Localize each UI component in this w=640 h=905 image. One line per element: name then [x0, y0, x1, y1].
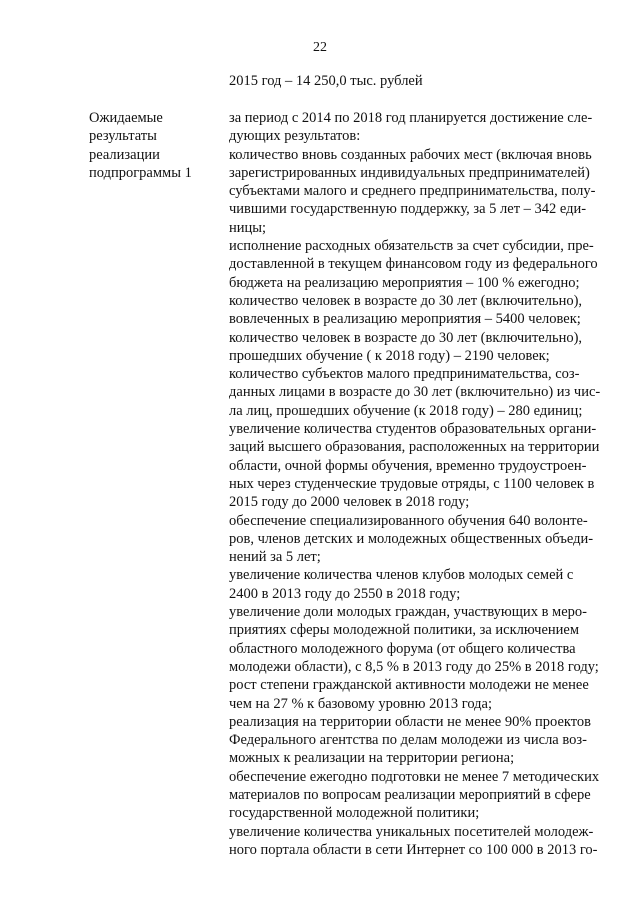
text-line: исполнение расходных обязательств за счет субсидии, пре-	[229, 238, 594, 255]
text-line: приятиях сферы молодежной политики, за исключением	[229, 622, 580, 639]
text-line: количество вновь созданных рабочих мест (включая вновь	[229, 146, 592, 163]
text-line: ла лиц, прошедших обучение (к 2018 году) – 280 единиц;	[229, 402, 583, 419]
text-line: прошедших обучение ( к 2018 году) – 2190 человек;	[229, 347, 550, 364]
text-line: количество человек в возрасте до 30 лет (включительно),	[229, 329, 583, 346]
text-line: рост степени гражданской активности молодежи не менее	[229, 677, 589, 694]
text-line: бюджета на реализацию мероприятия – 100 % ежегодно;	[229, 274, 580, 291]
text-line: ного портала области в сети Интернет со 100 000 в 2013 го-	[229, 841, 598, 858]
text-line: материалов по вопросам реализации мероприятий в сфере	[229, 786, 591, 803]
section-label-line: подпрограммы 1	[89, 164, 192, 181]
text-line: 2400 в 2013 году до 2550 в 2018 году;	[229, 585, 461, 602]
section-label-line: Ожидаемые	[89, 110, 163, 126]
text-line: нений за 5 лет;	[229, 549, 321, 566]
funding-line: 2015 год – 14 250,0 тыс. рублей	[229, 73, 423, 89]
text-line: областного молодежного форума (от общего количества	[229, 640, 576, 657]
text-line: обеспечение ежегодно подготовки не менее 7 методических	[229, 768, 600, 785]
text-line: количество субъектов малого предпринимательства, соз-	[229, 366, 580, 383]
text-line: области, очной формы обучения, временно трудоустроен-	[229, 457, 587, 474]
text-line: реализация на территории области не менее 90% проектов	[229, 713, 591, 730]
text-line: увеличение доли молодых граждан, участвующих в меро-	[229, 604, 587, 621]
text-line: 2015 году до 2000 человек в 2018 году;	[229, 494, 470, 511]
text-line: можных к реализации на территории региона;	[229, 750, 515, 767]
text-line: государственной молодежной политики;	[229, 805, 480, 822]
text-line: увеличение количества членов клубов молодых семей с	[229, 567, 574, 584]
page-number: 22	[313, 40, 327, 55]
text-line: доставленной в текущем финансовом году из федерального	[229, 256, 598, 273]
text-line: ров, членов детских и молодежных общественных объеди-	[229, 530, 594, 547]
text-line: увеличение количества студентов образовательных органи-	[229, 421, 597, 438]
text-line: обеспечение специализированного обучения 640 волонте-	[229, 512, 588, 529]
text-line: данных лицами в возрасте до 30 лет (включительно) из чис-	[229, 384, 601, 401]
text-line: молодежи области), с 8,5 % в 2013 году до 25% в 2018 году;	[229, 658, 599, 675]
text-line: чем на 27 % к базовому уровню 2013 года;	[229, 695, 493, 712]
text-line: ницы;	[229, 219, 267, 236]
text-line: увеличение количества уникальных посетителей молодеж-	[229, 823, 594, 840]
section-label-line: результаты	[89, 128, 157, 145]
expected-results-text	[229, 109, 617, 859]
text-line: чившими государственную поддержку, за 5 лет – 342 еди-	[229, 201, 587, 218]
text-line: субъектами малого и среднего предпринимательства, полу-	[229, 183, 596, 200]
text-line: ных через студенческие трудовые отряды, с 1100 человек в	[229, 475, 595, 492]
text-line: дующих результатов:	[229, 128, 361, 145]
section-label-line: реализации	[89, 146, 160, 163]
text-line: вовлеченных в реализацию мероприятия – 5400 человек;	[229, 311, 581, 328]
text-line: заций высшего образования, расположенных на территории	[229, 439, 600, 456]
text-line: зарегистрированных индивидуальных предпринимателей)	[229, 164, 590, 181]
text-line: Федерального агентства по делам молодежи из числа воз-	[229, 732, 587, 749]
section-label	[89, 109, 209, 182]
text-line: количество человек в возрасте до 30 лет (включительно),	[229, 292, 583, 309]
text-line: за период с 2014 по 2018 год планируется достижение сле-	[229, 110, 593, 126]
